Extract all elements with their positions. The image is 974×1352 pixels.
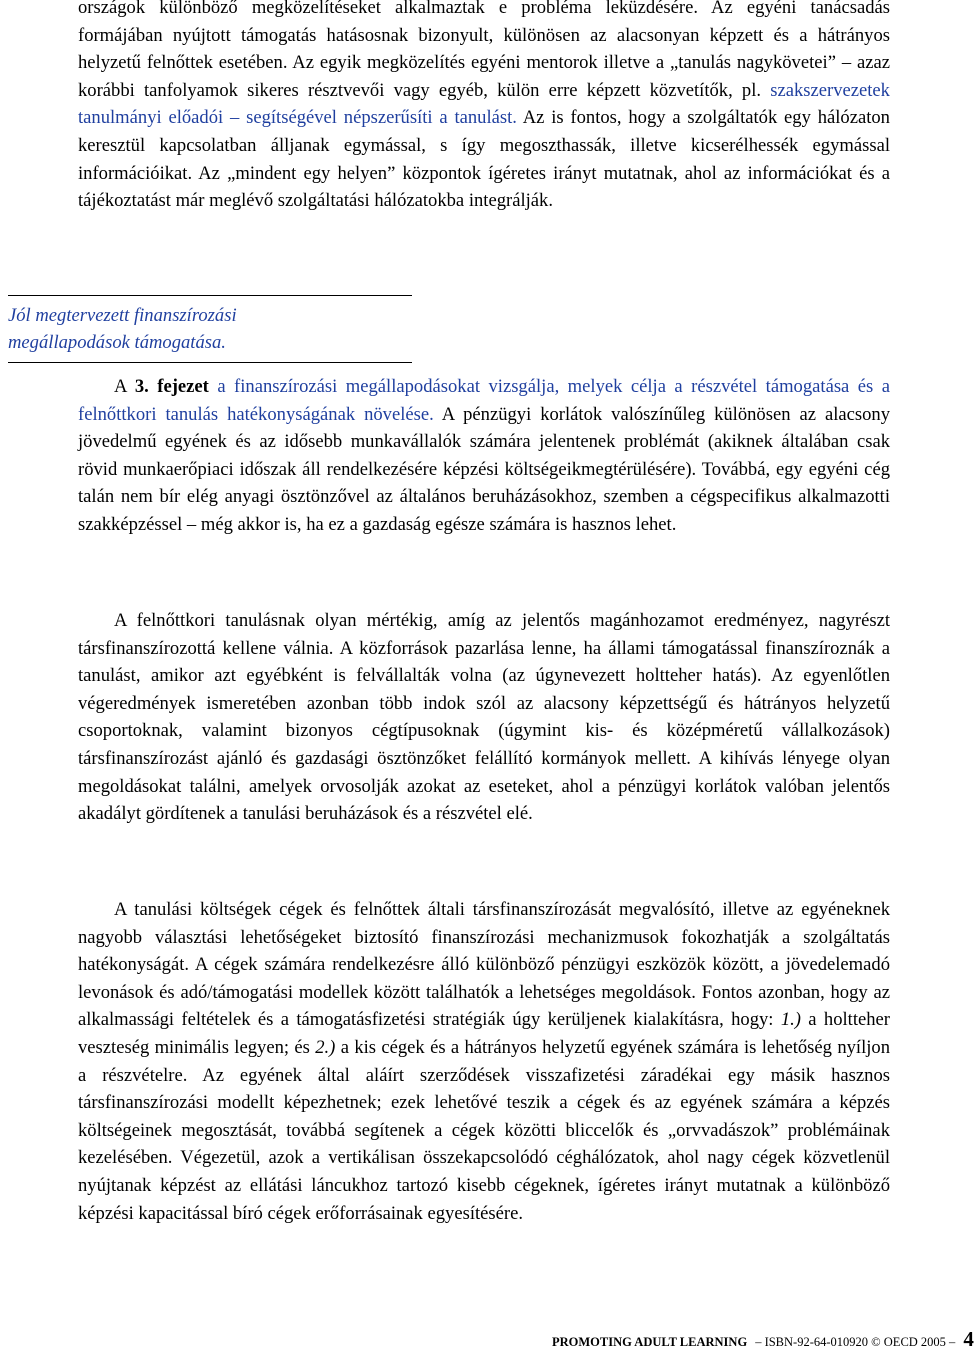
list-marker: 2.) <box>315 1036 336 1058</box>
page-footer <box>552 1327 974 1352</box>
footer-isbn: – ISBN-92-64-010920 © OECD 2005 – <box>755 1335 956 1349</box>
page-number: 4 <box>963 1327 974 1351</box>
paragraph-3 <box>78 607 890 828</box>
paragraph-2 <box>78 373 890 539</box>
highlighted-text: szakszervezetek tanulmányi előadói – segítségével népszerűsíti a tanulást. <box>78 79 890 129</box>
sidebar-callout <box>8 295 412 363</box>
sidebar-callout-text: Jól megtervezett finanszírozási megállapodások támogatása. <box>8 305 237 353</box>
paragraph-text: a kis cégek és a hátrányos helyzetű egyének számára is lehetőség nyíljon a részvételre. Az egyének által aláírt szerződések visszafizetési záradékai egy másik hasznos társfinanszírozási modellt képezhetnek; ezek lehetővé teszik a cégek és az egyének számára a képzés költségeinek megosztását, továbbá segítenek a cégek közötti bliccelők és „orvvadászok” problémáinak kezelésében. Végezetül, azok a vertikálisan összekapcsolódó céghálózatok, ahol nagy cégek közvetlenül nyújtanak képzést az ellátási láncukhoz tartozó kisebb cégeknek, ígéretes irányt mutatnak a különböző képzési kapacitással bíró cégek erőforrásainak egyesítésére. <box>78 1036 890 1224</box>
paragraph-text: országok különböző megközelítéseket alkalmaztak e probléma leküzdésére. Az egyéni tanácsadás formájában nyújtott támogatás hatásosnak bizonyult, különösen az alacsonyan képzett és a hátrányos helyzetű felnőttek esetében. Az egyik megközelítés egyéni mentorok illetve a „tanulás nagykövetei” – azaz korábbi tanfolyamok sikeres résztvevői vagy egyéb, külön erre képzett közvetítők, pl. <box>78 0 890 101</box>
footer-publication-title: PROMOTING ADULT LEARNING <box>552 1335 748 1349</box>
paragraph-text: A pénzügyi korlátok valószínűleg különösen az alacsony jövedelmű egyének és az idősebb munkavállalók számára jelentenek problémát (akiknek általában csak rövid munkaerőpiaci időszak áll rendelkezésére képzési költségeikmegtérülésére). Továbbá, egy egyéni cég talán nem bír elég anyagi ösztönzővel az általános beruházásokhoz, szemben a cégspecifikus alkalmazotti szakképzéssel – még akkor is, ha ez a gazdaság egésze számára is hasznos lehet. <box>78 403 890 535</box>
list-marker: 1.) <box>780 1009 801 1031</box>
paragraph-text: a holtteher veszteség minimális legyen; és <box>78 1009 890 1058</box>
paragraph-text: A tanulási költségek cégek és felnőttek általi társfinanszírozását megvalósító, illetve az egyéneknek nagyobb választási lehetőségeket biztosító finanszírozási mechanizmusok fokozhatják a szolgáltatás hatékonyságát. A cégek számára rendelkezésre álló különböző pénzügyi eszközök között, a jövedelemadó levonások és adó/támogatási modellek között találhatók a lehetséges megoldások. Fontos azonban, hogy az alkalmassági feltételek és a támogatásfizetési stratégiák úgy kerüljenek kialakításra, hogy: <box>78 899 890 1031</box>
paragraph-text: Az is fontos, hogy a szolgáltatók egy hálózaton keresztül kapcsolatban álljanak egymással, s így megoszthassák, illetve kicserélhessék egymással információikat. Az „mindent egy helyen” központok ígéretes irányt mutatnak, ahol az információkat és a tájékoztatást már meglévő szolgáltatási hálózatokba integrálják. <box>78 107 890 212</box>
paragraph-text: A <box>114 376 135 397</box>
paragraph-1 <box>78 0 890 215</box>
highlighted-text: a finanszírozási megállapodásokat vizsgálja, melyek célja a részvétel támogatása és a felnőttkori tanulás hatékonyságának növelése. <box>78 376 890 425</box>
chapter-reference: 3. fejezet <box>134 376 209 397</box>
paragraph-4 <box>78 896 890 1227</box>
paragraph-text: A felnőttkori tanulásnak olyan mértékig, amíg az jelentős magánhozamot eredményez, nagyrészt társfinanszírozottá kellene válnia. A közforrások pazarlása lenne, ha állami támogatással finanszíroznák a tanulást, amikor azt egyébként is felvállalták volna (az úgynevezett holtteher hatás). Az egyenlőtlen végeredmények ismeretében azonban több indok szól az alacsony képzettségű és hátrányos helyzetű csoportoknak, valamint bizonyos cégtípusoknak (úgymint kis- és középméretű vállalkozások) társfinanszírozást ajánló és gazdasági ösztönzőket felállító kormányok mellett. A kihívás lényege olyan megoldásokat találni, amelyek orvosolják azokat az eseteket, ahol a pénzügyi korlátok valóban jelentős akadályt gördítenek a tanulási beruházások és a részvétel elé. <box>78 610 890 825</box>
